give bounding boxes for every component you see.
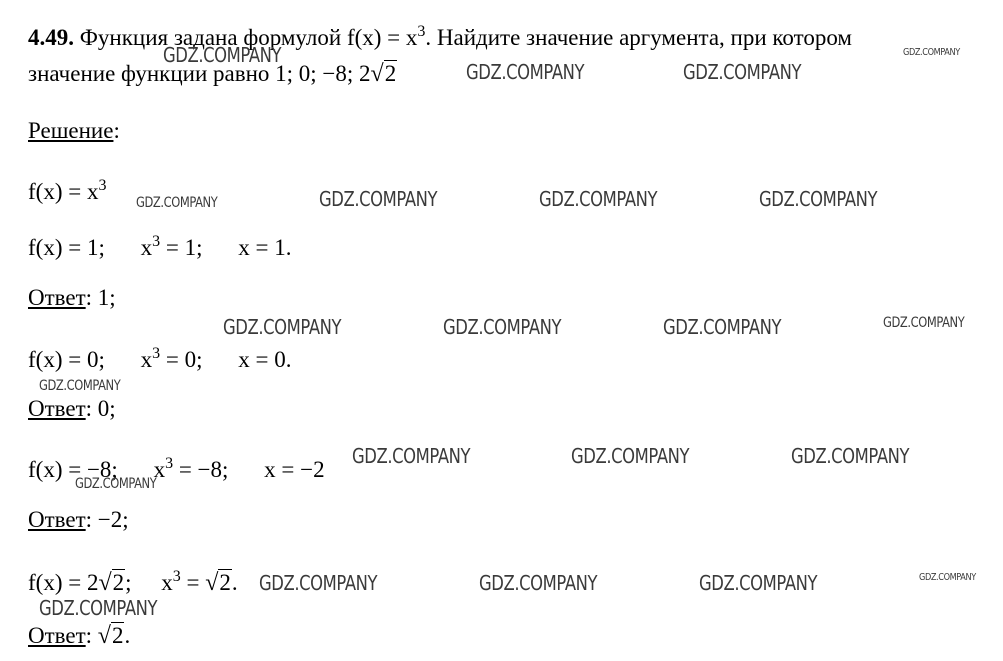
sqrt-symbol: √2 bbox=[97, 623, 124, 649]
watermark: GDZ.COMPANY bbox=[479, 571, 598, 595]
problem-line-1 bbox=[28, 18, 852, 52]
watermark: GDZ.COMPANY bbox=[223, 315, 342, 339]
watermark: GDZ.COMPANY bbox=[539, 187, 658, 211]
watermark: GDZ.COMPANY bbox=[136, 195, 218, 211]
watermark: GDZ.COMPANY bbox=[319, 187, 438, 211]
case-4-answer: Ответ: √2. bbox=[28, 623, 131, 649]
watermark: GDZ.COMPANY bbox=[39, 596, 158, 620]
watermark: GDZ.COMPANY bbox=[699, 571, 818, 595]
watermark: GDZ.COMPANY bbox=[919, 572, 976, 583]
case-3-answer: Ответ: −2; bbox=[28, 507, 129, 532]
watermark: GDZ.COMPANY bbox=[466, 60, 585, 84]
problem-text-1: Функция задана формулой f(x) = x bbox=[79, 25, 418, 50]
case-4-equations: f(x) = 2√2; $x^3 = √2$. bbox=[28, 568, 238, 596]
watermark: GDZ.COMPANY bbox=[571, 444, 690, 468]
case-1-equations: f(x) = 1; $x^3 = 1$; x = 1. bbox=[28, 233, 292, 260]
watermark: GDZ.COMPANY bbox=[883, 315, 965, 331]
watermark: GDZ.COMPANY bbox=[759, 187, 878, 211]
problem-exponent: 3 bbox=[417, 23, 426, 40]
sqrt-symbol: √2 bbox=[370, 61, 397, 87]
case-2-equations: f(x) = 0; $x^3 = 0$; x = 0. bbox=[28, 345, 292, 372]
case-1-answer: Ответ: 1; bbox=[28, 285, 116, 310]
problem-text-2: значение функции равно 1; 0; −8; 2 bbox=[28, 61, 371, 86]
watermark: GDZ.COMPANY bbox=[683, 60, 802, 84]
case-3-equations: f(x) = −8; $x^3 = -8$; x = −2 bbox=[28, 455, 325, 482]
watermark: GDZ.COMPANY bbox=[352, 444, 471, 468]
watermark: GDZ.COMPANY bbox=[663, 315, 782, 339]
solution-formula: $f(x) = x^3$ bbox=[28, 177, 107, 204]
watermark: GDZ.COMPANY bbox=[903, 47, 960, 58]
watermark: GDZ.COMPANY bbox=[443, 315, 562, 339]
problem-number: 4.49. bbox=[28, 25, 74, 50]
case-2-answer: Ответ: 0; bbox=[28, 396, 116, 421]
problem-text-1-end: . Найдите значение аргумента, при котором bbox=[425, 25, 852, 50]
watermark: GDZ.COMPANY bbox=[39, 378, 121, 394]
sqrt-symbol: √2 bbox=[205, 570, 231, 596]
sqrt-symbol: √2 bbox=[98, 570, 125, 596]
watermark: GDZ.COMPANY bbox=[163, 43, 282, 67]
watermark: GDZ.COMPANY bbox=[791, 444, 910, 468]
solution-heading: Решение: bbox=[28, 118, 120, 143]
watermark: GDZ.COMPANY bbox=[75, 476, 157, 492]
solution-heading-label: Решение bbox=[28, 118, 114, 143]
watermark: GDZ.COMPANY bbox=[259, 571, 378, 595]
